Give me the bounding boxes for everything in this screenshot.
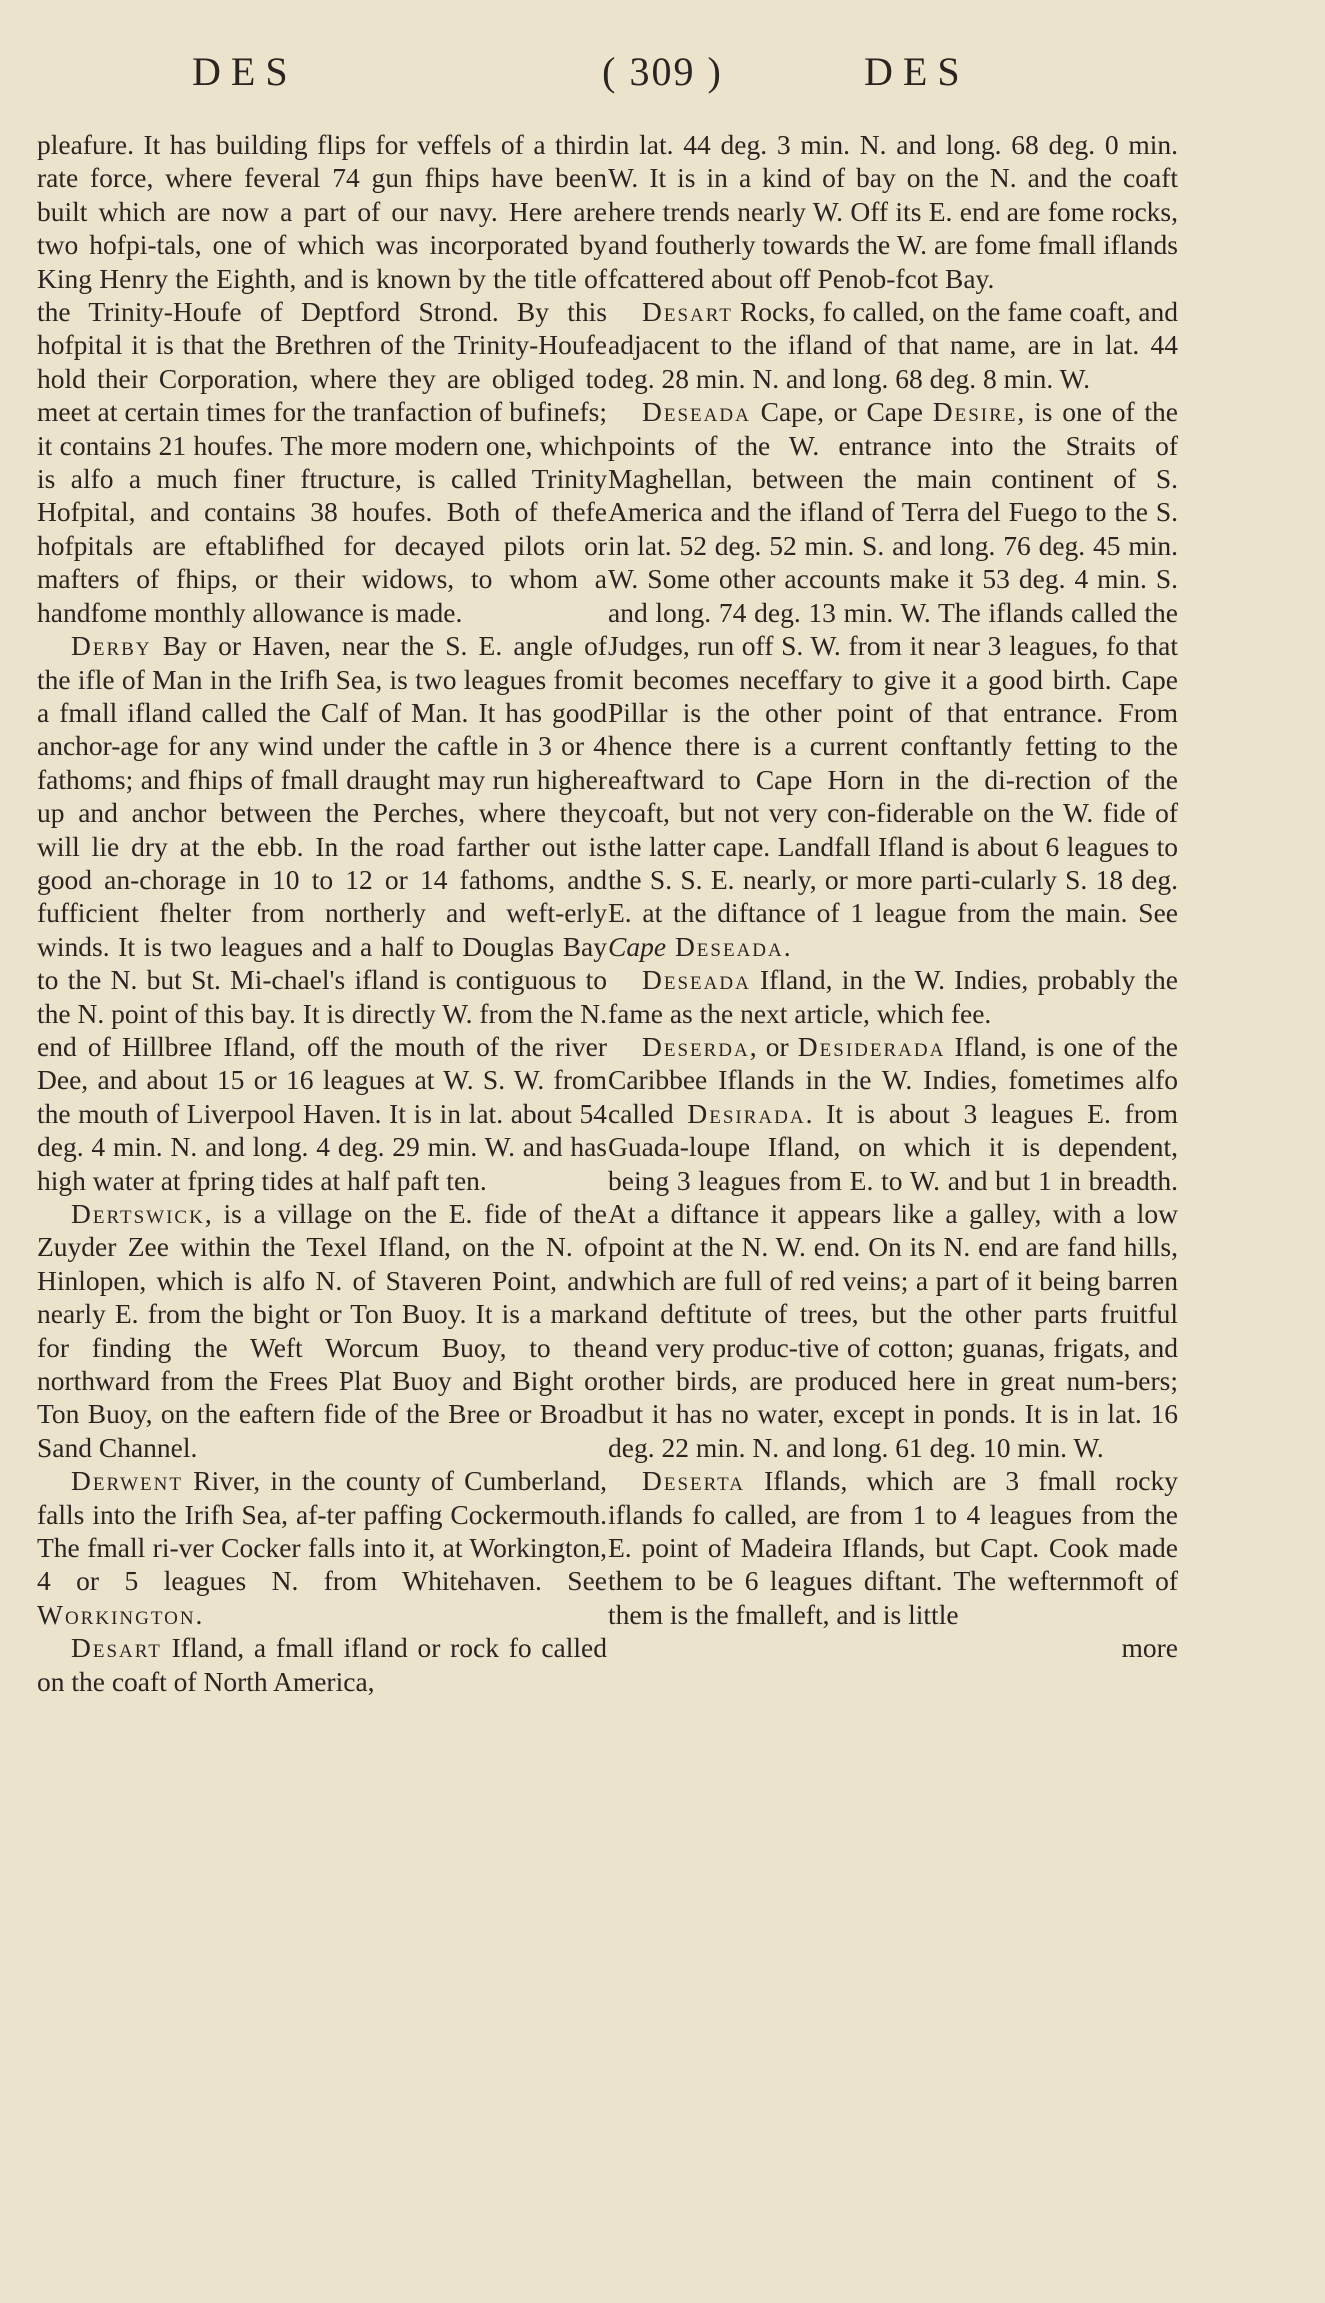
entry-deserda [608,1030,1178,1464]
headword: Derwent [71,1465,183,1497]
entry-text: River, in the county of Cumberland, falls into the Irifh Sea, af-ter paffing Cockermouth. The fmall ri-ver Cocker falls into it, at Workington, 4 or 5 leagues N. from Whitehaven. See [37,1465,607,1597]
headword-alt: Desire [932,396,1018,428]
entry-deserta [608,1464,1178,1631]
entry-text: Ifland, a fmall ifland or rock fo called on the coaft of North America, [37,1632,607,1697]
running-head-left: DES [192,49,298,94]
entry-text: , or [749,1030,798,1062]
headword: Dertswick [71,1198,205,1229]
running-head-right: DES [864,49,970,94]
headword: Deserda [642,1030,750,1062]
cross-reference: Deseada. [666,930,793,962]
entry-derby [37,629,607,1197]
cross-reference-italic: Cape [608,930,667,962]
entry-dertswick [37,1197,607,1464]
right-column [608,128,1178,1665]
headword: Deseada [642,964,751,996]
entry-text: , is a village on the E. fide of the Zuyder Zee within the Texel Ifland, on the N. of Hinlopen, which is alfo N. of Staveren Point, and nearly E. from the bight or Ton Buoy. It is a mark for finding the Weft Worcum Buoy, to the northward from the Frees Plat Buoy and Bight or Ton Buoy, on the eaftern fide of the Bree or Broad Sand Channel. [37,1198,607,1463]
entry-deseada-cape [608,395,1178,963]
entry-text: , is one of the points of the W. entrance into the Straits of Maghellan, between the main continent of S. America and the ifland of Terra del Fuego to the S. in lat. 52 deg. 52 min. S. and long. 76 deg. 45 min. W. Some other accounts make it 53 deg. 4 min. S. and long. 74 deg. 13 min. W. The iflands called the Judges, run off S. W. from it near 3 leagues, fo that it becomes neceffary to give it a good birth. Cape Pillar is the other point of that entrance. From hence there is a current conftantly fetting to the eaftward to Cape Horn in the di-rection of the coaft, but not very con-fiderable on the W. fide of the latter cape. Landfall Ifland is about 6 leagues to the S. S. E. nearly, or more parti-cularly S. 18 deg. E. at the diftance of 1 league from the main. See [608,396,1178,929]
entry-derwent [37,1464,607,1631]
headword: Deseada [642,396,751,428]
entry-text: Ifland, in the W. Indies, probably the fame as the next article, which fee. [608,964,1178,1029]
entry-text: Ifland, is one of the Caribbee Iflands in the W. Indies, fometimes alfo called [608,1030,1178,1129]
page-number: ( 309 ) [602,49,723,94]
entry-text: Rocks, fo called, on the fame coaft, and adjacent to the ifland of that name, are in lat. 44 deg. 28 min. N. and long. 68 deg. 8 min. W. [608,296,1178,394]
entry-text: Bay or Haven, near the S. E. angle of the ifle of Man in the Irifh Sea, is two leagues from a fmall ifland called the Calf of Man. It has good anchor-age for any wind under the caftle in 3 or 4 fathoms; and fhips of fmall draught may run higher up and anchor between the Perches, where they will lie dry at the ebb. In the road farther out is good an-chorage in 10 to 12 or 14 fathoms, and fufficient fhelter from northerly and weft-erly winds. It is two leagues and a half to Douglas Bay to the N. but St. Mi-chael's ifland is contiguous to the N. point of this bay. It is directly W. from the N. end of Hillbree Ifland, off the mouth of the river Dee, and about 15 or 16 leagues at W. S. W. from the mouth of Liverpool Haven. It is in lat. about 54 deg. 4 min. N. and long. 4 deg. 29 min. W. and has high water at fpring tides at half paft ten. [37,630,607,1196]
entry-continuation: pleafure. It has building flips for veffels of a third rate force, where feveral 74 gun fhips have been built which are now a part of our navy. Here are two hofpi-tals, one of which was incorporated by King Henry the Eighth, and is known by the title of the Trinity-Houfe of Deptford Strond. By this hofpital it is that the Brethren of the Trinity-Houfe hold their Corporation, where they are obliged to meet at certain times for the tranfaction of bufinefs; it contains 21 houfes. The more modern one, which is alfo a much finer ftructure, is called Trinity Hofpital, and contains 38 houfes. Both of thefe hofpitals are eftablifhed for decayed pilots or mafters of fhips, or their widows, to whom a handfome monthly allowance is made. [37,129,607,628]
entry-text: Cape, or Cape [750,396,933,428]
entry-desart-rocks [608,295,1178,395]
entry-desart-island [37,1631,607,1698]
headword-alt: Desiderada [797,1030,946,1062]
headword: Desart [71,1632,162,1664]
entry-continuation: in lat. 44 deg. 3 min. N. and long. 68 deg. 0 min. W. It is in a kind of bay on the N. and the coaft here trends nearly W. Off its E. end are fome rocks, and foutherly towards the W. are fome fmall iflands fcattered about off Penob-fcot Bay. [608,129,1178,294]
entry-text: . It is about 3 leagues E. from Guada-loupe Ifland, on which it is dependent, being 3 leagues from E. to W. and but 1 in breadth. At a diftance it appears like a galley, with a low point at the N. W. end. On its N. end are fand hills, which are full of red veins; a part of it being barren and deftitute of trees, but the other parts fruitful and very produc-tive of cotton; guanas, frigats, and other birds, are produced here in great num-bers; but it has no water, except in ponds. It is in lat. 16 deg. 22 min. N. and long. 61 deg. 10 min. W. [608,1097,1178,1463]
headword: Desart [642,296,733,328]
headword: Deserta [642,1465,745,1497]
headword: Derby [71,630,152,662]
left-column [37,128,607,1698]
headword-alt: Desirada [687,1097,806,1129]
catchword: more [1121,1632,1178,1664]
cross-reference: Workington. [37,1598,205,1630]
entry-text: Iflands, which are 3 fmall rocky iflands fo called, are from 1 to 4 leagues from the E. point of Madeira Iflands, but Capt. Cook made them to be 6 leagues diftant. The wefternmoft of them is the fmalleft, and is little [608,1465,1178,1630]
entry-deseada-island [608,963,1178,1030]
